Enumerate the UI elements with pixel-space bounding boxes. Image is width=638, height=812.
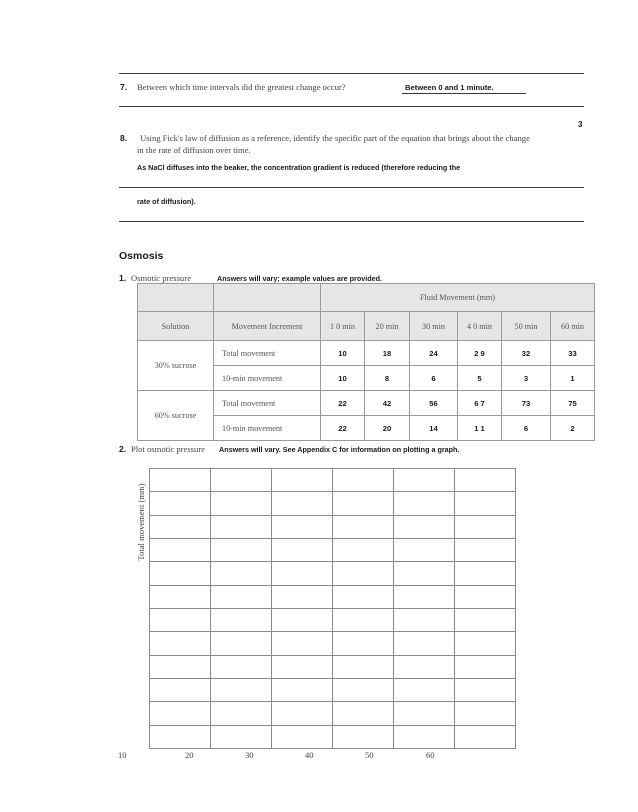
x-tick-label: 40 xyxy=(305,750,314,760)
value-cell: 42 xyxy=(365,391,410,416)
grid-cell xyxy=(333,539,394,562)
grid-cell xyxy=(272,469,333,492)
grid-cell xyxy=(333,562,394,585)
fluid-movement-table xyxy=(137,283,595,441)
grid-cell xyxy=(455,702,516,725)
grid-cell xyxy=(455,539,516,562)
value-cell: 73 xyxy=(502,391,551,416)
value-cell: 56 xyxy=(410,391,458,416)
grid-cell xyxy=(211,515,272,538)
grid-row xyxy=(150,562,516,585)
grid-cell xyxy=(455,679,516,702)
osmotic-answer: Answers will vary; example values are provided. xyxy=(217,274,382,283)
grid-row xyxy=(150,702,516,725)
value-cell: 14 xyxy=(410,416,458,441)
grid-cell xyxy=(394,562,455,585)
grid-row xyxy=(150,609,516,632)
x-tick-label: 30 xyxy=(245,750,254,760)
grid-row xyxy=(150,725,516,748)
top-rule xyxy=(119,73,584,74)
grid-cell xyxy=(394,539,455,562)
col-header-time: 50 min xyxy=(502,312,551,341)
grid-cell xyxy=(333,702,394,725)
grid-cell xyxy=(150,562,211,585)
grid-cell xyxy=(272,515,333,538)
grid-cell xyxy=(211,562,272,585)
value-cell: 33 xyxy=(551,341,595,366)
grid-cell xyxy=(333,492,394,515)
y-axis-label: Total movement (mm) xyxy=(136,483,146,561)
q7-bottom-rule xyxy=(119,106,584,107)
q7-answer: Between 0 and 1 minute. xyxy=(405,83,494,92)
value-cell: 8 xyxy=(365,366,410,391)
fluid-movement-header: Fluid Movement (mm) xyxy=(321,284,595,312)
grid-cell xyxy=(211,725,272,748)
value-cell: 2 9 xyxy=(458,341,502,366)
q8-answer-rule2 xyxy=(119,221,584,222)
q7-text: Between which time intervals did the greatest change occur? xyxy=(137,82,346,92)
table-corner-cell xyxy=(138,284,214,312)
increment-cell: Total movement xyxy=(214,391,321,416)
value-cell: 18 xyxy=(365,341,410,366)
grid-cell xyxy=(333,609,394,632)
value-cell: 2 xyxy=(551,416,595,441)
q7-number: 7. xyxy=(120,82,128,92)
q8-answer-line2: rate of diffusion). xyxy=(137,197,196,206)
x-tick-label: 10 xyxy=(118,750,127,760)
grid-cell xyxy=(272,539,333,562)
grid-cell xyxy=(455,585,516,608)
q8-text-line1: Using Fick's law of diffusion as a reference, identify the specific part of the equation that brings about the change xyxy=(140,133,530,143)
grid-cell xyxy=(394,585,455,608)
grid-cell xyxy=(333,585,394,608)
grid-cell xyxy=(333,655,394,678)
grid-cell xyxy=(272,562,333,585)
grid-cell xyxy=(272,492,333,515)
grid-cell xyxy=(150,515,211,538)
grid-row xyxy=(150,469,516,492)
grid-cell xyxy=(211,539,272,562)
section-title-osmosis: Osmosis xyxy=(119,250,164,262)
grid-cell xyxy=(394,632,455,655)
grid-cell xyxy=(333,469,394,492)
col-header-solution: Solution xyxy=(138,312,214,341)
grid-cell xyxy=(211,585,272,608)
grid-row xyxy=(150,585,516,608)
value-cell: 6 xyxy=(410,366,458,391)
grid-cell xyxy=(333,632,394,655)
col-header-time: 30 min xyxy=(410,312,458,341)
grid-cell xyxy=(211,679,272,702)
grid-cell xyxy=(272,655,333,678)
grid-cell xyxy=(272,609,333,632)
grid-cell xyxy=(272,702,333,725)
col-header-time: 1 0 min xyxy=(321,312,365,341)
grid-cell xyxy=(272,632,333,655)
grid-cell xyxy=(211,702,272,725)
col-header-increment: Movement Increment xyxy=(214,312,321,341)
grid-cell xyxy=(211,469,272,492)
grid-cell xyxy=(394,655,455,678)
value-cell: 22 xyxy=(321,391,365,416)
grid-cell xyxy=(455,469,516,492)
osmotic-label: Osmotic pressure xyxy=(131,273,191,283)
grid-cell xyxy=(394,679,455,702)
value-cell: 32 xyxy=(502,341,551,366)
grid-cell xyxy=(455,515,516,538)
grid-cell xyxy=(394,515,455,538)
grid-cell xyxy=(333,725,394,748)
table-row xyxy=(138,341,595,366)
grid-cell xyxy=(211,655,272,678)
grid-cell xyxy=(333,679,394,702)
grid-cell xyxy=(394,702,455,725)
value-cell: 6 7 xyxy=(458,391,502,416)
grid-cell xyxy=(333,515,394,538)
grid-row xyxy=(150,632,516,655)
grid-cell xyxy=(211,609,272,632)
grid-cell xyxy=(455,609,516,632)
plot-grid xyxy=(149,468,516,749)
grid-cell xyxy=(455,562,516,585)
page-number: 3 xyxy=(578,120,583,129)
solution-cell: 30% sucrose xyxy=(138,341,214,391)
grid-row xyxy=(150,655,516,678)
q8-answer-line1: As NaCl diffuses into the beaker, the concentration gradient is reduced (therefore reducing the xyxy=(137,163,461,172)
grid-cell xyxy=(211,632,272,655)
x-tick-label: 60 xyxy=(426,750,435,760)
grid-row xyxy=(150,492,516,515)
grid-cell xyxy=(272,725,333,748)
osmotic-number: 1. xyxy=(119,273,127,283)
grid-cell xyxy=(211,492,272,515)
grid-cell xyxy=(150,632,211,655)
col-header-time: 60 min xyxy=(551,312,595,341)
grid-cell xyxy=(455,725,516,748)
table-corner-cell xyxy=(214,284,321,312)
plot-label: Plot osmotic pressure xyxy=(131,444,205,454)
col-header-time: 4 0 min xyxy=(458,312,502,341)
grid-cell xyxy=(455,632,516,655)
grid-cell xyxy=(455,492,516,515)
grid-cell xyxy=(150,725,211,748)
grid-cell xyxy=(150,492,211,515)
value-cell: 20 xyxy=(365,416,410,441)
grid-cell xyxy=(394,609,455,632)
q8-number: 8. xyxy=(120,133,128,143)
grid-cell xyxy=(150,679,211,702)
value-cell: 75 xyxy=(551,391,595,416)
grid-row xyxy=(150,539,516,562)
grid-cell xyxy=(150,539,211,562)
value-cell: 22 xyxy=(321,416,365,441)
increment-cell: Total movement xyxy=(214,341,321,366)
plot-number: 2. xyxy=(119,444,127,454)
increment-cell: 10-min movement xyxy=(214,366,321,391)
q7-answer-line xyxy=(402,93,526,94)
grid-row xyxy=(150,515,516,538)
increment-cell: 10-min movement xyxy=(214,416,321,441)
value-cell: 1 1 xyxy=(458,416,502,441)
value-cell: 6 xyxy=(502,416,551,441)
col-header-time: 20 min xyxy=(365,312,410,341)
grid-cell xyxy=(394,725,455,748)
grid-cell xyxy=(455,655,516,678)
grid-cell xyxy=(150,585,211,608)
value-cell: 1 xyxy=(551,366,595,391)
plot-answer: Answers will vary. See Appendix C for information on plotting a graph. xyxy=(219,445,460,454)
table-row xyxy=(138,391,595,416)
x-tick-label: 20 xyxy=(185,750,194,760)
value-cell: 10 xyxy=(321,366,365,391)
q8-answer-rule1 xyxy=(119,187,584,188)
value-cell: 5 xyxy=(458,366,502,391)
grid-cell xyxy=(394,492,455,515)
grid-cell xyxy=(150,655,211,678)
q8-text-line2: in the rate of diffusion over time. xyxy=(137,145,251,155)
grid-cell xyxy=(272,585,333,608)
grid-cell xyxy=(150,609,211,632)
grid-cell xyxy=(150,702,211,725)
grid-cell xyxy=(150,469,211,492)
grid-cell xyxy=(394,469,455,492)
value-cell: 24 xyxy=(410,341,458,366)
grid-row xyxy=(150,679,516,702)
grid-cell xyxy=(272,679,333,702)
solution-cell: 60% sucrose xyxy=(138,391,214,441)
value-cell: 3 xyxy=(502,366,551,391)
value-cell: 10 xyxy=(321,341,365,366)
x-tick-label: 50 xyxy=(365,750,374,760)
